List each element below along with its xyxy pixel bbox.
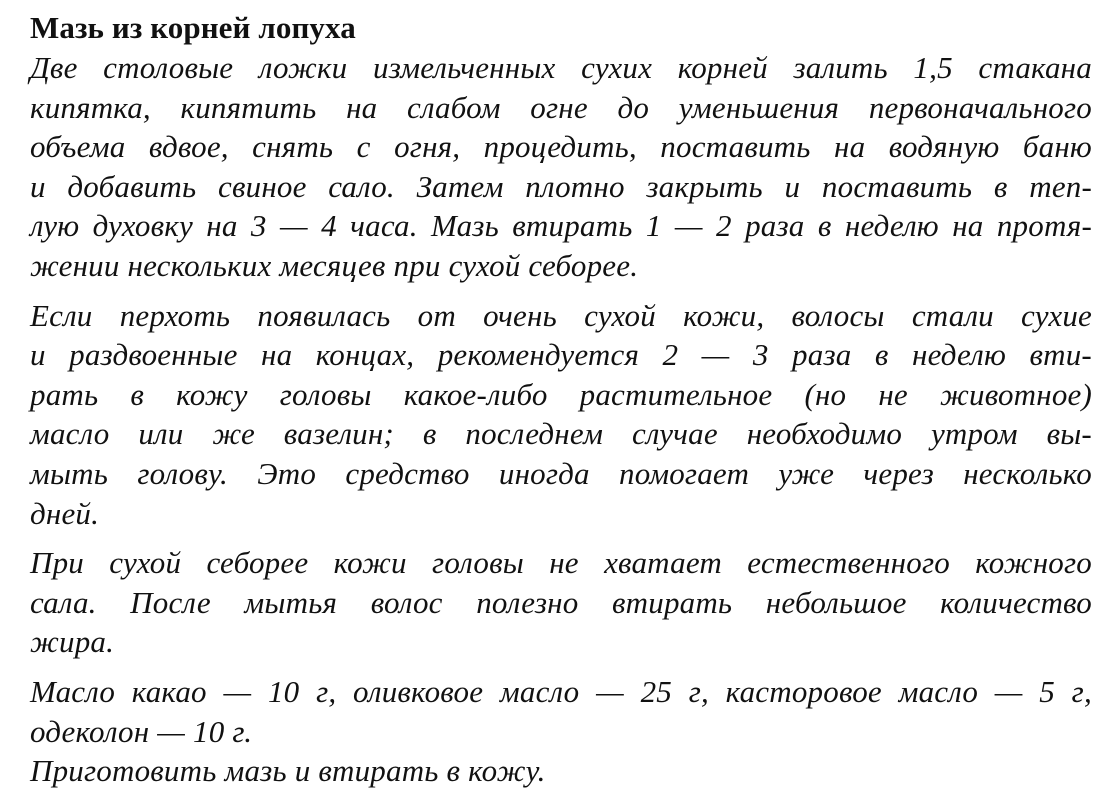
document-page	[30, 8, 1092, 791]
paragraph-1	[30, 48, 1092, 286]
text-line: и раздвоенные на концах, рекомендуется 2 — 3 раза в неделю вти-	[30, 337, 1092, 373]
paragraph-2	[30, 296, 1092, 534]
paragraph-instruction	[30, 751, 1092, 791]
text-line: дней.	[30, 495, 100, 531]
text-line: масло или же вазелин; в последнем случае необходимо утром вы-	[30, 416, 1092, 452]
text-line: кипятка, кипятить на слабом огне до уменьшения первоначального	[30, 89, 1092, 125]
text-line: рать в кожу головы какое-либо растительное (но не животное)	[30, 376, 1093, 412]
recipe-title: Мазь из корней лопуха	[30, 10, 356, 45]
text-line: Приготовить мазь и втирать в кожу.	[30, 753, 546, 789]
text-line: мыть голову. Это средство иногда помогает уже через несколько	[30, 455, 1092, 491]
text-line: Две столовые ложки измельченных сухих корней залить 1,5 стакана	[30, 50, 1092, 85]
text-line: одеколон — 10 г.	[30, 713, 253, 749]
text-line: и добавить свиное сало. Затем плотно закрыть и поставить в теп-	[30, 168, 1093, 204]
text-line: жении нескольких месяцев при сухой себорее.	[30, 247, 639, 283]
text-line: лую духовку на 3 — 4 часа. Мазь втирать 1 — 2 раза в неделю на протя-	[30, 208, 1093, 244]
text-line: Масло какао — 10 г, оливковое масло — 25 г, касторовое масло — 5 г,	[30, 673, 1092, 709]
text-line: Если перхоть появилась от очень сухой кожи, волосы стали сухие	[30, 297, 1092, 333]
text-line: жира.	[30, 624, 115, 660]
text-line: объема вдвое, снять с огня, процедить, поставить на водяную баню	[30, 129, 1092, 165]
text-line: При сухой себорее кожи головы не хватает естественного кожного	[30, 545, 1092, 581]
paragraph-ingredients	[30, 672, 1092, 751]
text-line: сала. После мытья волос полезно втирать небольшое количество	[30, 584, 1093, 620]
paragraph-3	[30, 543, 1092, 662]
